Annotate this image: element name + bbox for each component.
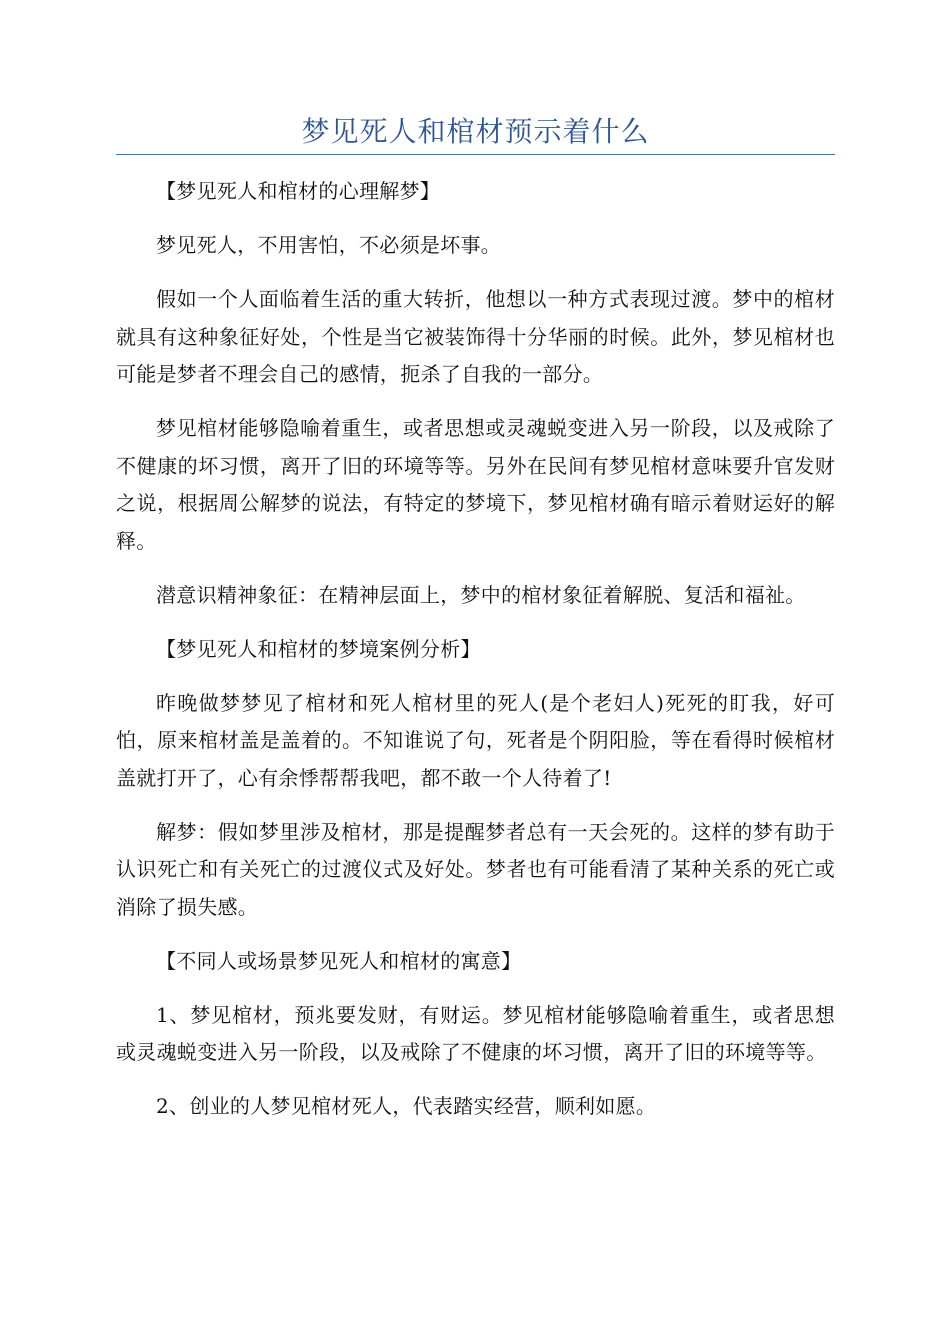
document-body — [116, 173, 835, 1142]
section-heading-psychology: 【梦见死人和棺材的心理解梦】 — [156, 179, 441, 203]
list-item: 1、梦见棺材，预兆要发财，有财运。梦见棺材能够隐喻着重生，或者思想或灵魂蜕变进入另一阶段，以及戒除了不健康的坏习惯，离开了旧的环境等等。 — [116, 1002, 835, 1064]
paragraph: 梦见死人，不用害怕，不必须是坏事。 — [156, 233, 502, 257]
list-item: 2、创业的人梦见棺材死人，代表踏实经营，顺利如愿。 — [156, 1094, 657, 1118]
section-heading-meanings: 【不同人或场景梦见死人和棺材的寓意】 — [156, 948, 522, 973]
paragraph: 解梦：假如梦里涉及棺材，那是提醒梦者总有一天会死的。这样的梦有助于认识死亡和有关死亡的过渡仪式及好处。梦者也有可能看清了某种关系的死亡或消除了损失感。 — [116, 819, 835, 919]
paragraph: 潜意识精神象征：在精神层面上，梦中的棺材象征着解脱、复活和福祉。 — [156, 582, 806, 607]
paragraph: 梦见棺材能够隐喻着重生，或者思想或灵魂蜕变进入另一阶段，以及戒除了不健康的坏习惯，离开了旧的环境等等。另外在民间有梦见棺材意味要升官发财之说，根据周公解梦的说法，有特定的梦境下，梦见棺材确有暗示着财运好的解释。 — [116, 416, 835, 553]
paragraph: 昨晚做梦梦见了棺材和死人棺材里的死人(是个老妇人)死死的盯我，好可怕，原来棺材盖是盖着的。不知谁说了句，死者是个阴阳脸，等在看得时候棺材盖就打开了，心有余悸帮帮我吧，都不敢一个人待着了! — [116, 690, 835, 790]
page-title: 梦见死人和棺材预示着什么 — [301, 115, 650, 148]
paragraph: 假如一个人面临着生活的重大转折，他想以一种方式表现过渡。梦中的棺材就具有这种象征好处，个性是当它被装饰得十分华丽的时候。此外，梦见棺材也可能是梦者不理会自己的感情，扼杀了自我的一部分。 — [116, 287, 835, 386]
section-heading-case-analysis: 【梦见死人和棺材的梦境案例分析】 — [156, 636, 481, 661]
title-underline — [116, 154, 835, 155]
